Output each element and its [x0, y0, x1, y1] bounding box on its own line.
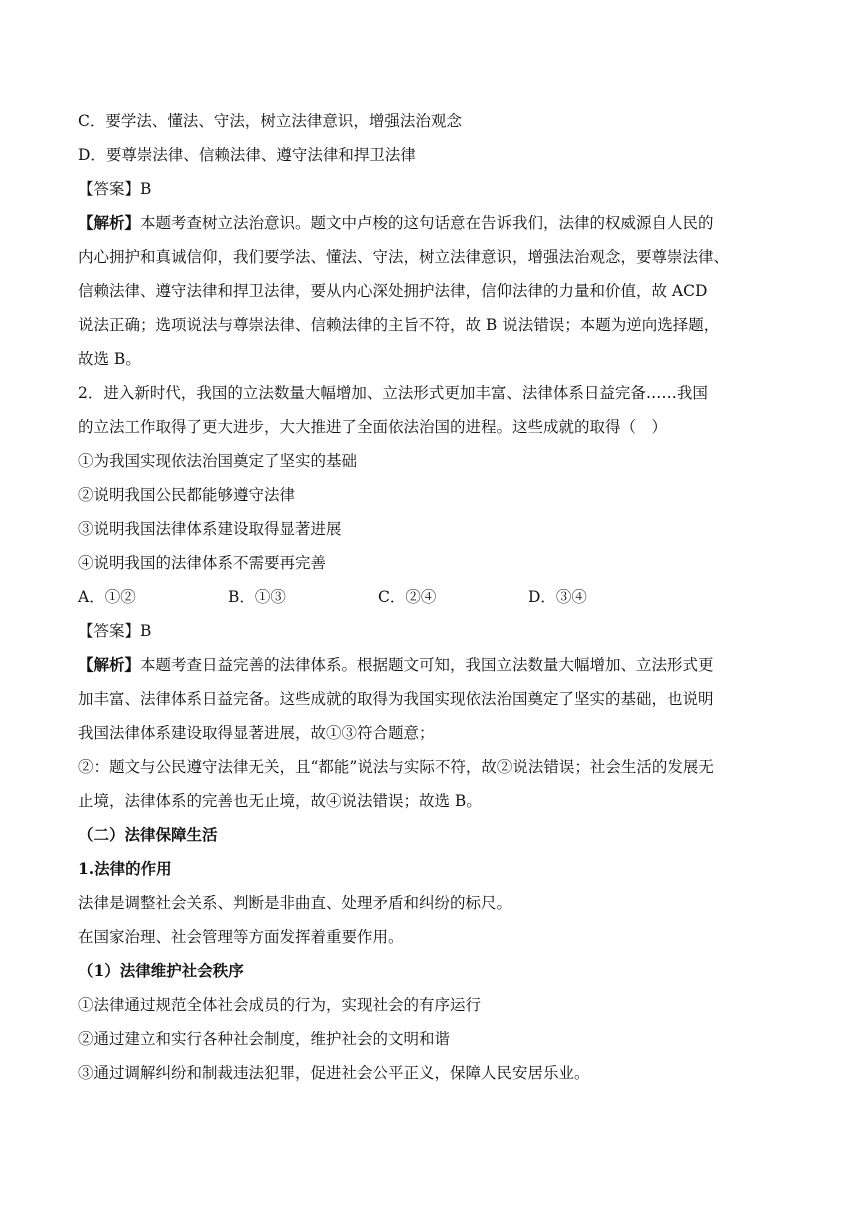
q2-analysis-line-2: 加丰富、法律体系日益完备。这些成就的取得为我国实现依法治国奠定了坚实的基础，也说明 [78, 690, 714, 708]
analysis-tag: 【解析】 [78, 655, 141, 674]
list-item-3: ③通过调解纠纷和制裁违法犯罪，促进社会公平正义，保障人民安居乐业。 [78, 1064, 590, 1082]
choice-a: A．①② [78, 588, 136, 606]
option-d: D．要尊崇法律、信赖法律、遵守法律和捍卫法律 [78, 146, 416, 164]
q1-analysis-line-3: 信赖法律、遵守法律和捍卫法律，要从内心深处拥护法律，信仰法律的力量和价值，故 ACD [78, 282, 708, 300]
q2-analysis-line-3: 我国法律体系建设取得显著进展，故①③符合题意； [78, 724, 435, 742]
q2-analysis-line-5: 止境，法律体系的完善也无止境，故④说法错误；故选 B。 [78, 792, 482, 810]
q2-analysis-line-4: ②：题文与公民遵守法律无关，且“都能”说法与实际不符，故②说法错误；社会生活的发展无 [78, 758, 714, 776]
q1-analysis-line-5: 故选 B。 [78, 350, 141, 368]
q2-choices [78, 580, 790, 614]
q2-statement-1: ①为我国实现依法治国奠定了坚实的基础 [78, 452, 358, 470]
q2-stem-line-1: 2．进入新时代，我国的立法数量大幅增加、立法形式更加丰富、法律体系日益完备……我国 [78, 384, 708, 402]
list-item-1: ①法律通过规范全体社会成员的行为，实现社会的有序运行 [78, 996, 482, 1014]
q1-analysis-line-2: 内心拥护和真诚信仰，我们要学法、懂法、守法，树立法律意识，增强法治观念，要尊崇法律、 [78, 248, 730, 266]
choice-b: B．①③ [228, 588, 286, 606]
paragraph-2: 在国家治理、社会管理等方面发挥着重要作用。 [78, 928, 404, 946]
document-page [78, 104, 790, 1090]
section-heading: （二）法律保障生活 [78, 825, 218, 844]
q1-answer: 【答案】B [78, 180, 152, 198]
analysis-tag: 【解析】 [78, 213, 141, 232]
choice-c: C．②④ [378, 588, 437, 606]
q2-statement-3: ③说明我国法律体系建设取得显著进展 [78, 520, 342, 538]
q1-analysis-line-1 [78, 206, 790, 240]
analysis-text: 本题考查树立法治意识。题文中卢梭的这句话意在告诉我们，法律的权威源自人民的 [140, 214, 714, 232]
subheading-law-role: 1.法律的作用 [78, 859, 172, 878]
option-c: C．要学法、懂法、守法，树立法律意识，增强法治观念 [78, 112, 462, 130]
choice-d: D．③④ [528, 588, 587, 606]
list-item-2: ②通过建立和实行各种社会制度，维护社会的文明和谐 [78, 1030, 451, 1048]
paragraph-1: 法律是调整社会关系、判断是非曲直、处理矛盾和纠纷的标尺。 [78, 894, 513, 912]
analysis-text: 本题考查日益完善的法律体系。根据题文可知，我国立法数量大幅增加、立法形式更 [140, 656, 714, 674]
q2-statement-4: ④说明我国的法律体系不需要再完善 [78, 554, 327, 572]
q1-analysis-line-4: 说法正确；选项说法与尊崇法律、信赖法律的主旨不符，故 B 说法错误；本题为逆向选择题， [78, 316, 720, 334]
subheading-social-order: （1）法律维护社会秩序 [78, 961, 244, 980]
q2-analysis-line-1 [78, 648, 790, 682]
q2-answer: 【答案】B [78, 622, 152, 640]
q2-stem-line-2: 的立法工作取得了更大进步，大大推进了全面依法治国的进程。这些成就的取得（ ） [78, 418, 668, 436]
q2-statement-2: ②说明我国公民都能够遵守法律 [78, 486, 296, 504]
